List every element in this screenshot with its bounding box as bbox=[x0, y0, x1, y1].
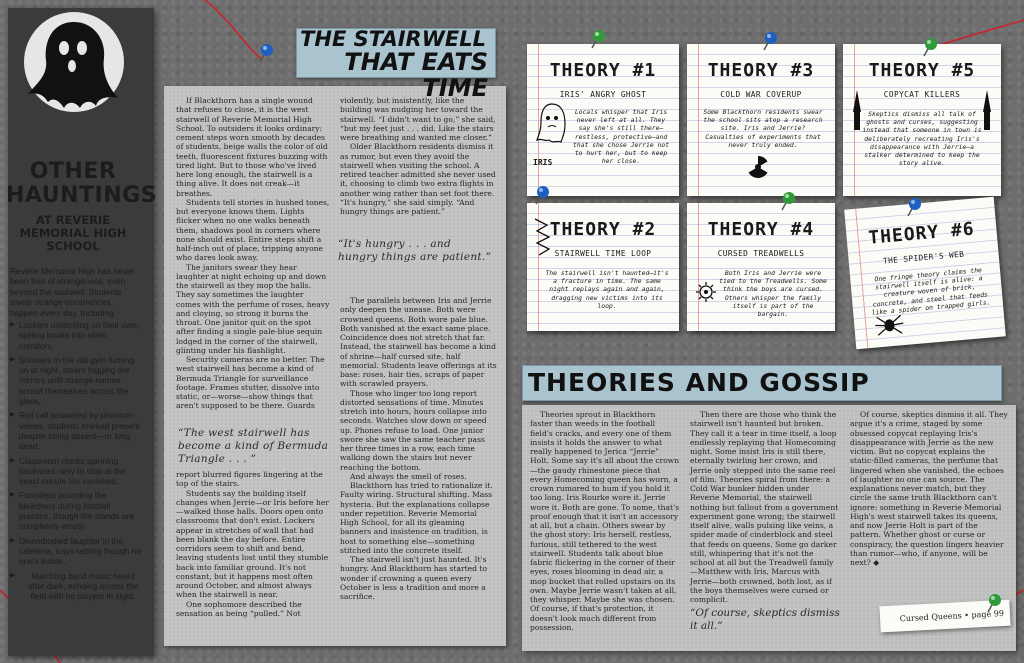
paragraph: violently, but insistently, like the building was nudging her toward the stairwell. “I didn't want to go,” she said, “but my feet just . . . did. Like the stairs were breathing and wanted me closer.” bbox=[340, 96, 496, 142]
sidebar-subtitle: AT REVERIE MEMORIAL HIGH SCHOOL bbox=[19, 213, 127, 253]
theory-title: THEORY #2 bbox=[549, 219, 657, 240]
article-title-line-2: THAT EATS TIME bbox=[344, 48, 488, 102]
paragraph: Students tell stories in hushed tones, but everyone knows them. Lights flicker when no one walks beneath them, shadows pool in corners where none should exist. Entire steps shift a half-inch out of place, tripping anyone who dares look away. bbox=[176, 197, 330, 263]
sidebar-intro: Reverie Memorial High has never been free of strangeness, even beyond the stairwell. Students swear strange occurrences happen every day, including: bbox=[10, 266, 135, 318]
theory-subtitle: COPYCAT KILLERS bbox=[883, 90, 961, 99]
sidebar-list bbox=[10, 320, 142, 605]
paragraph: Then there are those who think the stairwell isn't haunted but broken. They call it a tear in time itself, a loop endlessly replaying that Homecoming night. Some insist Iris is still there, eternally twirling her crown, and Jerrie only stepped into the same reel of film. Theories spiral from there: a Cold War bunker hidden under Reverie Memorial, the stairwell nothing but fallout from a government experiment gone wrong; the stairwell itself alive, walls pulsing like veins, a spider made of cinderblock and steel that feeds on queens. Some go darker still, whispering that it's not the school at all but the Treadwell family—Matthew with Iris, Marcus with Jerrie—both crowned, both lost, as if the boys themselves were cursed or complicit. bbox=[690, 410, 839, 604]
theory-subtitle: CURSED TREADWELLS bbox=[717, 249, 805, 258]
sidebar-title: OTHER HAUNTINGS bbox=[6, 159, 158, 208]
ghost-icon bbox=[22, 10, 126, 120]
spider-icon bbox=[873, 311, 905, 338]
pushpin-icon bbox=[254, 42, 276, 66]
paragraph: One sophomore described the sensation as being “pulled.” Not bbox=[176, 599, 302, 618]
theory-note-2 bbox=[527, 203, 679, 331]
pushpin-icon bbox=[758, 30, 780, 54]
pushpin-icon bbox=[918, 36, 940, 60]
article-column-2a bbox=[340, 96, 498, 216]
theory-text: The stairwell isn't haunted—it's a fracture in time. The same night replays again and again, dragging new victims into its loop. bbox=[545, 269, 669, 310]
theory-title: THEORY #6 bbox=[867, 218, 976, 249]
theory-text: Skeptics dismiss all talk of ghosts and curses, suggesting instead that someone in town is deliberately recreating Iris's disappearance with Jerrie—a stalker determined to keep the story alive. bbox=[862, 110, 982, 168]
theory-subtitle: IRIS' ANGRY GHOST bbox=[559, 90, 647, 99]
pushpin-icon bbox=[902, 196, 924, 220]
theory-title: THEORY #1 bbox=[549, 60, 657, 81]
theory-note-5 bbox=[843, 44, 1001, 196]
theory-subtitle: COLD WAR COVERUP bbox=[720, 90, 802, 99]
gossip-title: THEORIES AND GOSSIP bbox=[528, 368, 870, 397]
gear-sketch-icon bbox=[695, 281, 717, 303]
list-item: ▶ Lockers unlatching on their own, spilling books into silent corridors, bbox=[10, 320, 142, 351]
theory-note-1 bbox=[527, 44, 679, 196]
radiation-icon bbox=[745, 154, 771, 180]
article-column-1a bbox=[176, 96, 330, 411]
pushpin-icon bbox=[530, 184, 552, 208]
list-item: ▶ Roll call answered by phantom voices, students marked present despite being absent—or long dead. bbox=[10, 410, 142, 451]
paragraph: And always the smell of roses. bbox=[350, 471, 467, 481]
paragraph: If Blackthorn has a single wound that refuses to close, it is the west stairwell of Reverie Memorial High School. To outsiders it looks ordinary: cement steps worn smooth by decades of students, beige walls the color of old teeth, fluorescent fixtures buzzing with tired light. But to those who've lived here long enough, the stairwell is a thing alive. It does not creak—it breathes. bbox=[176, 96, 328, 198]
iris-label: IRIS bbox=[533, 158, 553, 167]
paragraph: Older Blackthorn residents dismiss it as rumor, but even they avoid the stairwell when visiting the school. A retired teacher admitted she never used it, choosing to climb two extra flights in another wing rather than set foot there. “It's hungry,” she said simply. “And hungry things are patient.” bbox=[340, 142, 496, 216]
theory-title: THEORY #4 bbox=[707, 219, 815, 240]
gossip-column-3 bbox=[850, 410, 1008, 567]
page-footer: Cursed Queens • page 99 bbox=[899, 608, 1005, 624]
theory-note-6 bbox=[844, 197, 1006, 350]
theory-title: THEORY #5 bbox=[868, 60, 976, 81]
theory-subtitle: STAIRWELL TIME LOOP bbox=[554, 249, 652, 258]
paragraph: Blackthorn has tried to rationalize it. Faulty wiring. Structural shifting. Mass hysteria. But the explanations collapse under repetition. Reverie Memorial High School, for all its gleaming banners and insistence on tradition, is host to something else—something stitched into the concrete itself. bbox=[340, 481, 493, 555]
ghost-sketch-icon bbox=[535, 100, 569, 146]
theory-subtitle: THE SPIDER'S WEB bbox=[882, 249, 965, 266]
theory-title: THEORY #3 bbox=[707, 60, 815, 81]
paragraph: The janitors swear they hear laughter at night echoing up and down the stairwell as they mop the halls. They say sometimes the laughter comes with the perfume of roses, heavy and cloying, so strong it burns the throat. One janitor quit on the spot after finding a single pale-blue sequin lodged in the corner of the stairwell, glinting under his flashlight. bbox=[176, 262, 330, 355]
pushpin-icon bbox=[776, 190, 798, 214]
stairs-zigzag-icon bbox=[533, 217, 553, 257]
paragraph: Those who linger too long report distorted sensations of time. Minutes stretch into hours, hours collapse into seconds. Watches slow down or speed up. Phones refuse to load. One junior swore she saw the same teacher pass her three times in a row, each time walking down the stairs but never reaching the bottom. bbox=[340, 388, 487, 472]
paragraph: report blurred figures lingering at the top of the stairs. bbox=[176, 470, 323, 489]
paragraph: The parallels between Iris and Jerrie only deepen the unease. Both were crowned queens. Both wore pale blue. Both vanished at the exact same place. Coincidence does not stretch that far. Instead, the stairwell has become a kind of shrine—half cursed site, half memorial. Students leave offerings at its base: roses, hair ties, scraps of paper with scrawled prayers. bbox=[340, 296, 497, 389]
list-item: ▶ Classroom clocks spinning backward, only to stop at the exact minute Iris vanished, bbox=[10, 456, 142, 487]
list-item: ▶ Footsteps pounding the bleachers during football practice, though the stands are completely empty. bbox=[10, 490, 142, 531]
list-item: ▶ Disembodied laughter in the cafeteria, trays rattling though no one's inside, bbox=[10, 536, 142, 567]
pushpin-icon bbox=[982, 592, 1004, 616]
theory-text: One fringe theory claims the stairwell itself is alive: a creature woven of brick, concrete, and steel that feeds like a spider on trapped girls. bbox=[871, 266, 991, 317]
paragraph: Students say the building itself changes when Jerrie—or Iris before her—walked those halls. Doors open onto classrooms that don't exist. Lockers appear in stretches of wall that had been blank the day before. Entire corridors seem to shift and bend, leaving students lost until they stumble back into familiar ground. It's not constant, but it happens most often around October, and almost always when the stairwell is near. bbox=[176, 488, 330, 600]
theory-text: Some Blackthorn residents swear the school sits atop a research site. Iris and Jerrie? Casualties of experiments that never truly ended. bbox=[703, 108, 823, 149]
pushpin-icon bbox=[586, 28, 608, 52]
theory-note-3 bbox=[687, 44, 835, 196]
pull-quote: “The west stairwell has become a kind of Bermuda Triangle . . . ” bbox=[178, 427, 329, 465]
paragraph: Security cameras are no better. The west stairwell has become a kind of Bermuda Triangle for surveillance footage. Frames stutter, dissolve into static, or—worse—show things that aren't supposed to be there. Guards bbox=[176, 355, 325, 411]
theory-text: Locals whisper that Iris never left at all. They say she's still there—restless, protective—and that she chose Jerrie not to hurt her, but to keep her close. bbox=[572, 108, 670, 166]
paragraph: Theories sprout in Blackthorn faster than weeds in the football field's cracks, and every one of them insists it holds the answer to what really happened to Jerica “Jerrie” Holt. Some say it's all about the crown—the gaudy rhinestone piece that every Homecoming queen has worn, a crown rumored to hum if you hold it too long. Iris Rourke wore it. Jerrie wore it. Both are gone. To some, that's proof enough that it isn't an accessory at all, but a chain. Others swear by the ghost story: Iris herself, restless, furious, still tethered to the west stairwell. Students talk about blue fabric flickering in the corner of their eyes, roses blooming in dead air, a mop bucket that rolled upstairs on its own. Maybe Jerrie wasn't taken at all, they whisper. Maybe she was chosen. Of course, if that's protection, it doesn't look much different from possession. bbox=[530, 410, 680, 632]
list-item: ▶ Showers in the old gym turning on at night, steam fogging the mirrors until strange names scrawl themselves across the glass, bbox=[10, 355, 142, 406]
paragraph: Of course, skeptics dismiss it all. They argue it's a crime, staged by some obsessed copycat replaying Iris's disappearance with Jerrie as the new victim. But no copycat explains the static-filled cameras, the perfume that lingered when she vanished, the echoes of laughter no one can source. The explanations never match, but they circle the same truth Blackthorn can't ignore: something in Reverie Memorial High's west stairwell takes its queens, and now Jerrie Holt is part of the pattern. Whether ghost or curse or conspiracy, the question lingers heavier than rumor—who, if anyone, will be next? ◆ bbox=[850, 410, 1008, 567]
list-item: ▶ Marching band music heard after dark, echoing across the field with no players in sight. bbox=[10, 571, 142, 602]
article-title-line-1: THE STAIRWELL bbox=[300, 27, 486, 51]
pull-quote: “Of course, skeptics dismiss it all.” bbox=[690, 607, 840, 632]
gossip-column-1 bbox=[530, 410, 680, 632]
article-column-2b bbox=[340, 296, 498, 601]
theory-text: Both Iris and Jerrie were tied to the Treadwells. Some think the boys are cursed. Others whisper the family itself is part of the bargain. bbox=[719, 269, 827, 319]
gossip-column-2 bbox=[690, 410, 840, 604]
article-column-1b bbox=[176, 470, 330, 618]
theory-note-4 bbox=[687, 203, 835, 331]
pull-quote: “It's hungry . . . and hungry things are patient.” bbox=[338, 238, 492, 263]
paragraph: The stairwell isn't just haunted. It's hungry. And Blackthorn has started to wonder if crowning a queen every October is less a tradition and more a sacrifice. bbox=[340, 555, 488, 601]
